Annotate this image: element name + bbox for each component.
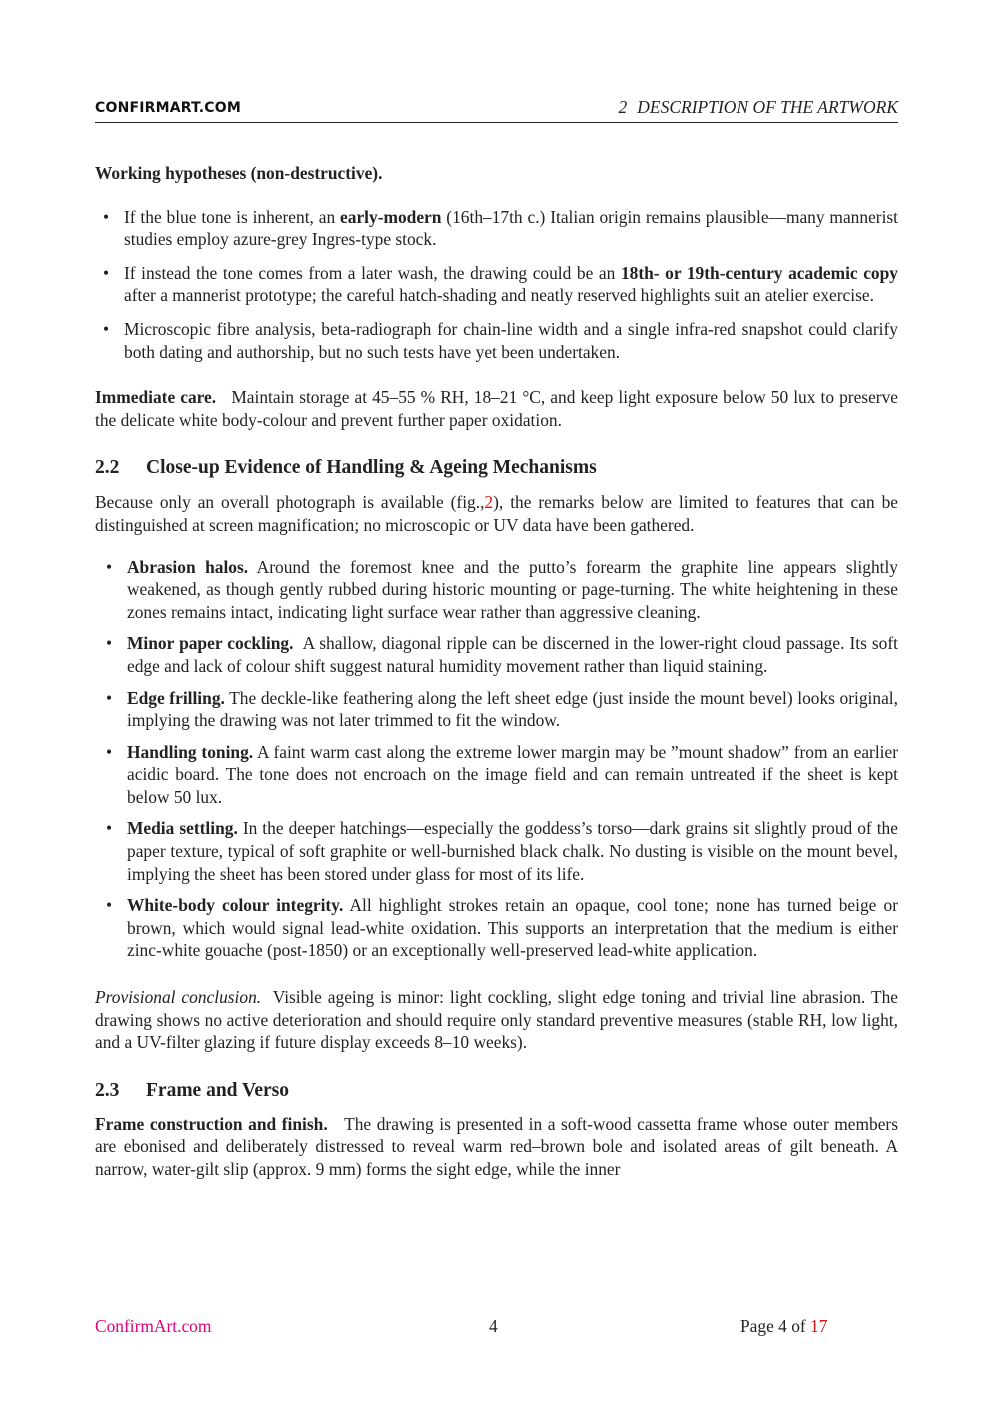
list-item: • Handling toning. A faint warm cast along the extreme lower margin may be ”mount shadow” from an earlier acidic board. The tone does not encroach on the image field and can remain untreated if the sheet is kept below 50 lux. <box>95 741 898 809</box>
section-2-2-intro: Because only an overall photograph is available (fig.,2), the remarks below are limited to features that can be distinguished at screen magnification; no microscopic or UV data have been gathered. <box>95 492 898 535</box>
list-item: • Microscopic fibre analysis, beta-radiograph for chain-line width and a single infra-red snapshot could clarify both dating and authorship, but no such tests have yet been undertaken. <box>95 318 898 363</box>
figure-reference-link[interactable]: 2 <box>484 492 494 513</box>
hypotheses-list <box>95 206 898 364</box>
list-item: • Minor paper cockling. A shallow, diagonal ripple can be discerned in the lower-right cloud passage. Its soft edge and lack of colour shift suggest natural humidity movement rather than liquid staining. <box>95 632 898 677</box>
provisional-conclusion: Provisional conclusion. Visible ageing is minor: light cockling, slight edge toning and trivial line abrasion. The drawing shows no active deterioration and should require only standard preventive measures (stable RH, low light, and a UV-filter glazing if future display exceeds 8–10 weeks). <box>95 987 898 1053</box>
page-content <box>95 162 898 1181</box>
footer-page-count: Page 4 of 17 <box>740 1316 828 1336</box>
page-footer <box>95 1316 898 1340</box>
confirmart-logo: CONFIRMART.COM <box>95 100 242 116</box>
list-item: • Abrasion halos. Around the foremost knee and the putto’s forearm the graphite line appears slightly weakened, as though gently rubbed during historic mounting or page-turning. The white heightening in these zones remains intact, indicating light surface wear rather than aggressive cleaning. <box>95 556 898 624</box>
frame-construction-paragraph: Frame construction and finish. The drawing is presented in a soft-wood cassetta frame whose outer members are ebonised and deliberately distressed to reveal warm red–brown bole and isolated areas of gilt beneath. A narrow, water-gilt slip (approx. 9 mm) forms the sight edge, while the inner <box>95 1113 898 1179</box>
immediate-care-paragraph: Immediate care. Maintain storage at 45–55 % RH, 18–21 °C, and keep light exposure below 50 lux to preserve the delicate white body-colour and prevent further paper oxidation. <box>95 387 898 430</box>
section-heading-2-2: 2.2 Close-up Evidence of Handling & Ageing Mechanisms <box>95 457 597 479</box>
footer-site-link[interactable]: ConfirmArt.com <box>95 1316 212 1336</box>
running-section-number: 2 <box>618 97 628 117</box>
list-item: • Media settling. In the deeper hatchings—especially the goddess’s torso—dark grains sit slightly proud of the paper texture, typical of soft graphite or well-burnished black chalk. No dusting is visible on the mount bevel, implying the sheet has been stored under glass for most of its life. <box>95 817 898 885</box>
section-heading-2-3: 2.3 Frame and Verso <box>95 1079 289 1101</box>
list-item: • White-body colour integrity. All highlight strokes retain an opaque, cool tone; none has turned beige or brown, which would signal lead-white oxidation. This supports an interpretation that the medium is either zinc-white gouache (post-1850) or an exceptionally well-preserved lead-white application. <box>95 894 898 962</box>
ageing-mechanisms-list <box>95 556 898 963</box>
list-item: • If the blue tone is inherent, an early-modern (16th–17th c.) Italian origin remains plausible—many mannerist studies employ azure-grey Ingres-type stock. <box>95 206 898 251</box>
hypotheses-title: Working hypotheses (non-destructive). <box>95 163 383 183</box>
list-item: • If instead the tone comes from a later wash, the drawing could be an 18th- or 19th-century academic copy after a mannerist prototype; the careful hatch-shading and neatly reserved highlights suit an atelier exercise. <box>95 262 898 307</box>
running-section-title <box>619 97 898 118</box>
total-pages-link[interactable]: 17 <box>810 1316 828 1336</box>
list-item: • Edge frilling. The deckle-like feathering along the left sheet edge (just inside the mount bevel) looks original, implying the drawing was not later trimmed to fit the window. <box>95 687 898 732</box>
footer-page-number: 4 <box>489 1316 498 1336</box>
running-section-text: DESCRIPTION OF THE ARTWORK <box>637 97 898 117</box>
page-header <box>95 96 898 123</box>
